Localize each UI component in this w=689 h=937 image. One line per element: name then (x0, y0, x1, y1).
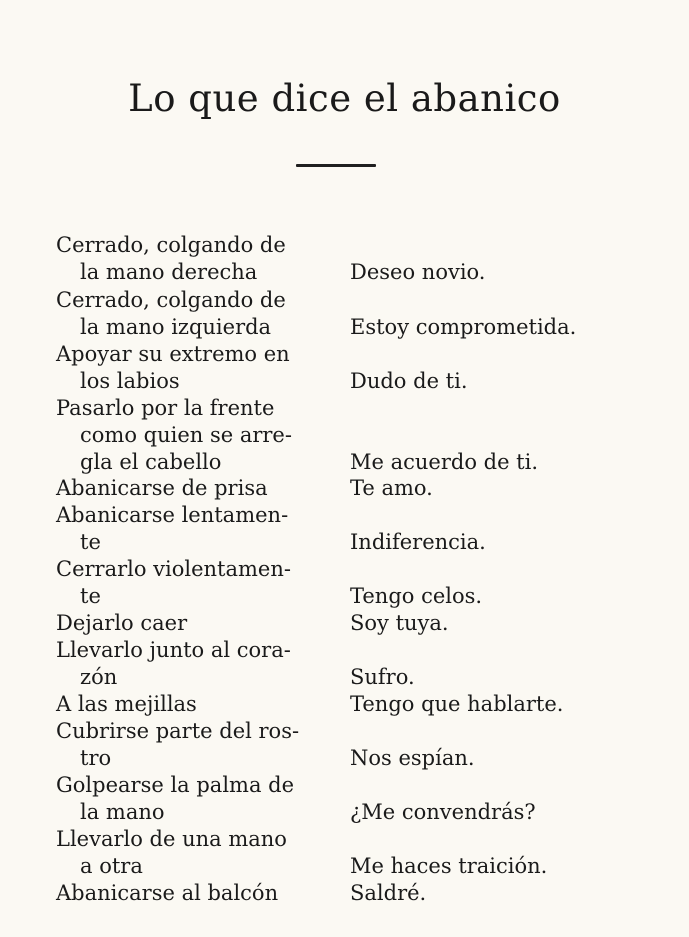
meaning-text: Sufro. (350, 665, 415, 689)
meaning-text: Me haces traición. (350, 854, 548, 878)
gesture-line: la mano derecha (80, 260, 258, 284)
gesture-line: Golpearse la palma de (56, 773, 295, 797)
gesture-line: Abanicarse de prisa (56, 476, 268, 500)
gesture-text (56, 502, 316, 556)
gesture-text (56, 232, 316, 286)
gesture-text (56, 341, 316, 395)
meaning-text: Indiferencia. (350, 530, 486, 554)
gesture-line: Pasarlo por la frente (56, 396, 275, 420)
gesture-text (56, 772, 316, 826)
meaning-text: Dudo de ti. (350, 369, 468, 393)
gesture-line: te (80, 530, 101, 554)
gesture-line: la mano (80, 800, 165, 824)
gesture-line: Llevarlo junto al cora- (56, 638, 291, 662)
meaning-text: Te amo. (350, 476, 433, 500)
gesture-line: tro (80, 746, 112, 770)
page-title: Lo que dice el abanico (128, 77, 561, 120)
gesture-line: Cerrado, colgando de (56, 288, 286, 312)
gesture-line: A las mejillas (56, 692, 197, 716)
gesture-text (56, 287, 316, 341)
meaning-text: Tengo que hablarte. (350, 692, 564, 716)
gesture-line: zón (80, 665, 118, 689)
gesture-line: Apoyar su extremo en (56, 342, 290, 366)
gesture-line: Cubrirse parte del ros- (56, 719, 300, 743)
meaning-text: Nos espían. (350, 746, 475, 770)
gesture-text (56, 637, 316, 691)
meaning-text: Me acuerdo de ti. (350, 450, 539, 474)
meaning-text: Soy tuya. (350, 611, 449, 635)
gesture-line: los labios (80, 369, 180, 393)
gesture-line: a otra (80, 854, 143, 878)
gesture-text (56, 718, 316, 772)
gesture-text (56, 826, 316, 880)
meaning-text: Saldré. (350, 881, 427, 905)
gesture-line: como quien se arre- (80, 423, 292, 447)
meaning-text: ¿Me convendrás? (350, 800, 536, 824)
gesture-line: Cerrarlo violentamen- (56, 557, 291, 581)
gesture-line: Abanicarse lentamen- (56, 503, 289, 527)
gesture-line: Abanicarse al balcón (56, 881, 279, 905)
gesture-line: la mano izquierda (80, 315, 272, 339)
meaning-text: Deseo novio. (350, 260, 486, 284)
gesture-text (56, 475, 316, 502)
meaning-text: Tengo celos. (350, 584, 483, 608)
gesture-line: Dejarlo caer (56, 611, 188, 635)
gesture-line: te (80, 584, 101, 608)
gesture-text (56, 395, 316, 476)
gesture-text (56, 691, 316, 718)
gesture-line: Llevarlo de una mano (56, 827, 287, 851)
meaning-text: Estoy comprometida. (350, 315, 577, 339)
gesture-line: gla el cabello (80, 450, 222, 474)
gesture-line: Cerrado, colgando de (56, 233, 286, 257)
gesture-text (56, 610, 316, 637)
gesture-text (56, 880, 316, 907)
gesture-text (56, 556, 316, 610)
